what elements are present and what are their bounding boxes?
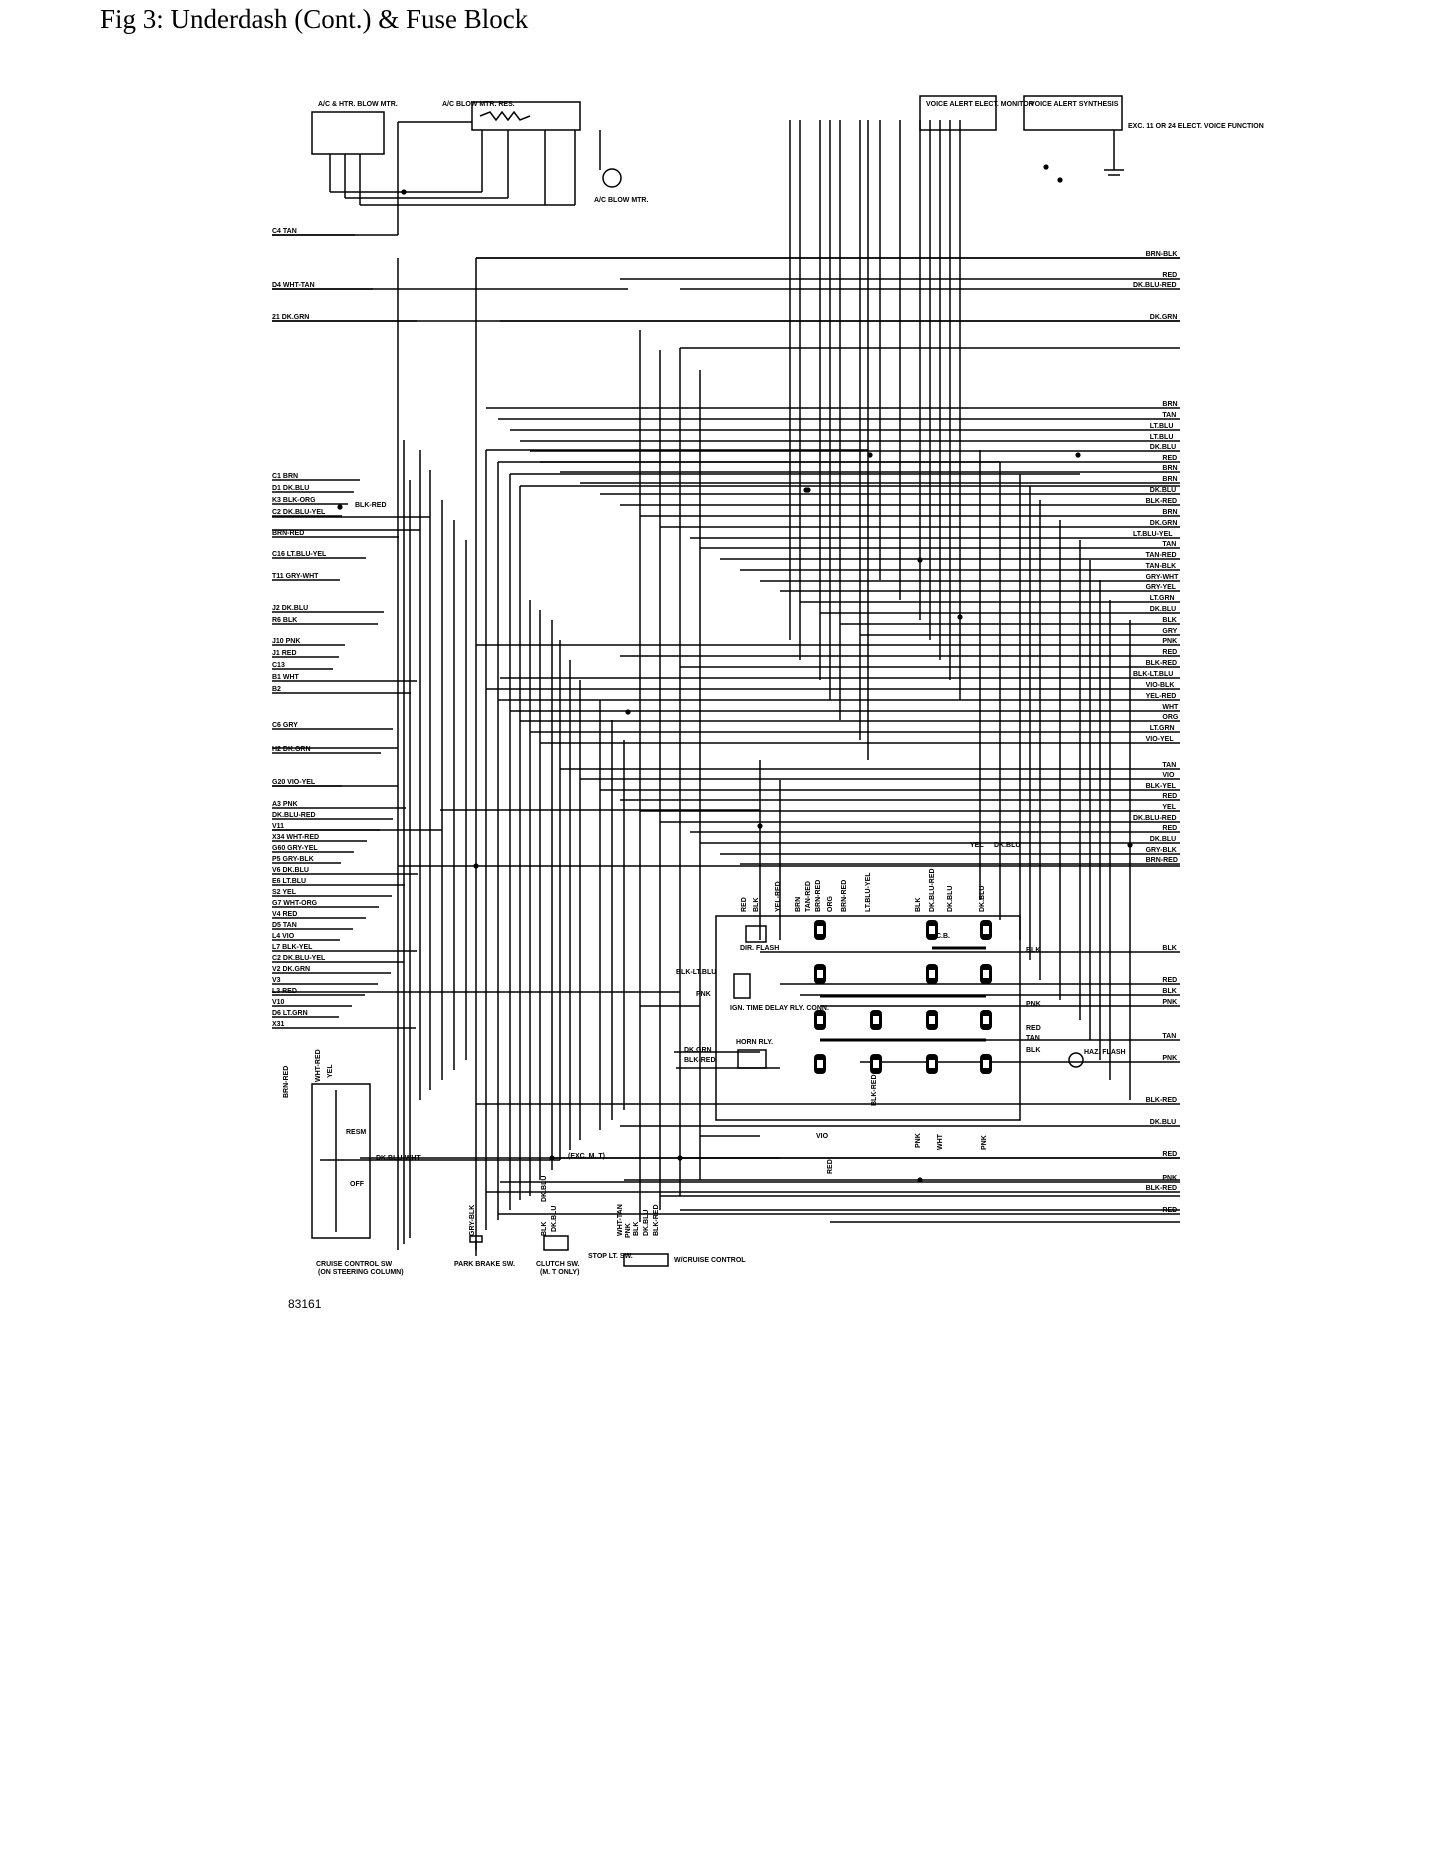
bottom-wire-label: BLK xyxy=(633,1221,640,1236)
right-label: RED xyxy=(1162,649,1178,656)
right-label: BRN-BLK xyxy=(1145,251,1178,258)
fb-label-tan: TAN xyxy=(1026,1035,1040,1042)
park-brake-sw-label: PARK BRAKE SW. xyxy=(454,1261,515,1268)
inline-yel: YEL xyxy=(970,842,984,849)
bottom-wire-label: DK.BLU xyxy=(643,1209,650,1236)
right-label: DK.BLU-RED xyxy=(1133,282,1177,289)
left-label: J10 PNK xyxy=(272,638,301,645)
right-label: DK.GRN xyxy=(1149,314,1178,321)
right-label: BLK xyxy=(1162,617,1177,624)
left-label: L4 VIO xyxy=(272,933,295,940)
bottom-wire-label: GRY-BLK xyxy=(469,1204,476,1236)
right-label: PNK xyxy=(1162,999,1178,1006)
right-label: BLK-RED xyxy=(1145,1097,1178,1104)
right-label: TAN-BLK xyxy=(1145,563,1177,570)
fuse-top-wire-label: BRN-RED xyxy=(815,879,822,912)
left-label: 21 DK.GRN xyxy=(272,314,310,321)
left-label: G7 WHT-ORG xyxy=(272,900,318,907)
right-label: DK.BLU xyxy=(1149,606,1177,613)
fuse-bottom-wire-label: PNK xyxy=(981,1135,988,1150)
fuse-bottom-wire-label: BLK-RED xyxy=(871,1074,878,1106)
right-label: BRN xyxy=(1162,476,1178,483)
right-label: PNK xyxy=(1162,638,1178,645)
left-label: D6 LT.GRN xyxy=(272,1010,308,1017)
left-label: P5 GRY-BLK xyxy=(272,856,314,863)
bottom-wire-label: BLK xyxy=(541,1221,548,1236)
clutch-sw-sub: (M. T ONLY) xyxy=(540,1269,580,1276)
voice-alert-monitor-label: VOICE ALERT ELECT. MONITOR xyxy=(926,101,1034,108)
inline-pnk: PNK xyxy=(696,991,711,998)
right-label: BLK-LT.BLU xyxy=(1133,671,1174,678)
right-label: TAN xyxy=(1162,412,1177,419)
right-label: RED xyxy=(1162,977,1178,984)
right-label: DK.GRN xyxy=(1149,520,1178,527)
fuse-top-wire-label: BRN xyxy=(795,896,802,912)
bottom-wire-label: PNK xyxy=(625,1223,632,1238)
right-label: LT.BLU xyxy=(1149,423,1174,430)
left-label: V10 xyxy=(272,999,285,1006)
inline-brn-red-v: BRN-RED xyxy=(283,1065,290,1098)
clutch-switch xyxy=(544,1236,568,1250)
inline-blk-lt-blu: BLK-LT.BLU xyxy=(676,969,717,976)
dir-flash-label: DIR. FLASH xyxy=(740,945,780,952)
left-label: D4 WHT-TAN xyxy=(272,282,315,289)
left-label: L3 RED xyxy=(272,988,297,995)
fuse-top-wire-label: YEL-RED xyxy=(775,881,782,912)
left-label: H2 DK.GRN xyxy=(272,746,311,753)
blower-motor-area xyxy=(272,102,621,235)
right-label: BLK-RED xyxy=(1145,498,1178,505)
cruise-control-switch xyxy=(312,1084,370,1238)
right-label: DK.BLU-RED xyxy=(1133,815,1177,822)
left-label: T11 GRY-WHT xyxy=(272,573,319,580)
clutch-sw-label: CLUTCH SW. xyxy=(536,1261,580,1268)
figure-number: 83161 xyxy=(288,1297,322,1311)
off-label: OFF xyxy=(350,1181,364,1188)
left-label: C2 DK.BLU-YEL xyxy=(272,509,326,516)
fuse-top-wire-label: TAN-RED xyxy=(805,881,812,912)
fuse-bottom-wire-label: PNK xyxy=(915,1133,922,1148)
fuse-cells xyxy=(814,920,992,1074)
right-label: DK.BLU xyxy=(1149,487,1177,494)
ac-htr-blow-mtr-label: A/C & HTR. BLOW MTR. xyxy=(318,101,398,108)
dir-flash-relay xyxy=(746,926,766,942)
fuse-bottom-wire-label: RED xyxy=(827,1159,834,1174)
fuse-top-wire-label: RED xyxy=(741,897,748,912)
ac-blow-mtr-label: A/C BLOW MTR. xyxy=(594,197,649,204)
right-label: DK.BLU xyxy=(1149,836,1177,843)
bottom-wire-label: WHT-TAN xyxy=(617,1204,624,1236)
fuse-top-wire-label: DK.BLU-RED xyxy=(929,868,936,912)
bottom-wire-label: BLK-RED xyxy=(653,1204,660,1236)
right-label: BLK-YEL xyxy=(1145,783,1176,790)
right-label: LT.BLU-YEL xyxy=(1133,531,1173,538)
right-label: VIO xyxy=(1162,772,1175,779)
ign-time-delay-label: IGN. TIME DELAY RLY. CONN. xyxy=(730,1005,829,1012)
exc-note-label: EXC. 11 OR 24 ELECT. VOICE FUNCTION xyxy=(1128,123,1264,130)
right-label: RED xyxy=(1162,455,1178,462)
bottom-wire-label: DK.BLU xyxy=(551,1205,558,1232)
left-label: J1 RED xyxy=(272,650,297,657)
right-label: TAN xyxy=(1162,762,1177,769)
right-label: PNK xyxy=(1162,1055,1178,1062)
right-label: RED xyxy=(1162,1151,1178,1158)
left-label: G20 VIO-YEL xyxy=(272,779,316,786)
inline-dk-blu: DK.BLU xyxy=(994,842,1021,849)
cb-label: C.B. xyxy=(936,933,950,940)
left-label: V4 RED xyxy=(272,911,298,918)
right-label: WHT xyxy=(1162,704,1179,711)
right-label: GRY xyxy=(1162,628,1178,635)
left-label: C13 xyxy=(272,662,285,669)
left-label: V11 xyxy=(272,823,285,830)
left-label: D5 TAN xyxy=(272,922,297,929)
inline-exc-mt: (EXC. M. T) xyxy=(568,1153,605,1160)
left-label: S2 YEL xyxy=(272,889,296,896)
inline-wht-red-v: WHT-RED xyxy=(315,1049,322,1082)
right-label: YEL xyxy=(1162,804,1177,811)
right-label: YEL-RED xyxy=(1145,693,1177,700)
cruise-control-sw-sub: (ON STEERING COLUMN) xyxy=(318,1269,404,1276)
voice-alert-synthesis-label: VOICE ALERT SYNTHESIS xyxy=(1030,101,1119,108)
right-label: LT.GRN xyxy=(1149,725,1175,732)
fuse-top-wire-label: LT.BLU-YEL xyxy=(865,872,872,912)
inline-yel-v: YEL xyxy=(327,1064,334,1078)
right-label: LT.GRN xyxy=(1149,595,1175,602)
left-wire-labels xyxy=(272,228,327,1028)
left-label: V2 DK.GRN xyxy=(272,966,311,973)
right-label: VIO-BLK xyxy=(1145,682,1175,689)
right-label: LT.BLU xyxy=(1149,434,1174,441)
left-label: R6 BLK xyxy=(272,617,298,624)
inline-dk-grn: DK.GRN xyxy=(684,1047,712,1054)
left-label: G60 GRY-YEL xyxy=(272,845,318,852)
right-label: BRN-RED xyxy=(1145,857,1178,864)
right-label: BLK-RED xyxy=(1145,1185,1178,1192)
left-label: C1 BRN xyxy=(272,473,299,480)
fuse-bottom-wire-label: WHT xyxy=(937,1134,944,1150)
right-label: BLK xyxy=(1162,988,1177,995)
right-label: TAN xyxy=(1162,1033,1177,1040)
fuse-top-wire-label: DK.BLU xyxy=(979,885,986,912)
inline-blk-red-2: BLK-RED xyxy=(684,1057,716,1064)
left-label: V3 xyxy=(272,977,281,984)
bottom-wire-label: DK.BLU xyxy=(541,1175,548,1202)
right-label: GRY-WHT xyxy=(1145,574,1179,581)
cruise-control-sw-label: CRUISE CONTROL SW xyxy=(316,1261,393,1268)
right-label: ORG xyxy=(1162,714,1179,721)
right-label: RED xyxy=(1162,1207,1178,1214)
right-label: VIO-YEL xyxy=(1145,736,1174,743)
right-label: GRY-BLK xyxy=(1145,847,1177,854)
ac-blow-mtr-res-label: A/C BLOW MTR. RES. xyxy=(442,101,515,108)
left-label: L7 BLK-YEL xyxy=(272,944,313,951)
inline-vio: VIO xyxy=(816,1133,829,1140)
right-label: RED xyxy=(1162,825,1178,832)
right-label: BRN xyxy=(1162,401,1178,408)
fb-label-red: RED xyxy=(1026,1025,1041,1032)
fuse-block-top-wire-labels xyxy=(741,868,986,912)
right-label: BRN xyxy=(1162,465,1178,472)
left-label: DK.BLU-RED xyxy=(272,812,316,819)
right-label: RED xyxy=(1162,272,1178,279)
left-label: K3 BLK-ORG xyxy=(272,497,316,504)
right-label: GRY-YEL xyxy=(1145,584,1177,591)
inline-blk-red: BLK-RED xyxy=(355,502,387,509)
right-label: DK.BLU xyxy=(1149,444,1177,451)
left-label: C4 TAN xyxy=(272,228,297,235)
right-label: TAN xyxy=(1162,541,1177,548)
horn-rly-label: HORN RLY. xyxy=(736,1039,774,1046)
right-label: BLK xyxy=(1162,945,1177,952)
left-label: C2 DK.BLU-YEL xyxy=(272,955,326,962)
fuse-block-bottom-wire-labels xyxy=(827,1075,988,1175)
horizontal-wires xyxy=(272,235,1180,1222)
page-title: Fig 3: Underdash (Cont.) & Fuse Block xyxy=(100,4,529,34)
fuse-top-wire-label: DK.BLU xyxy=(947,885,954,912)
stop-lt-sw-label: STOP LT. SW. xyxy=(588,1253,633,1260)
left-label: C16 LT.BLU-YEL xyxy=(272,551,327,558)
right-label: BRN xyxy=(1162,509,1178,516)
left-label: E6 LT.BLU xyxy=(272,878,307,885)
right-label: PNK xyxy=(1162,1175,1178,1182)
left-label: B1 WHT xyxy=(272,674,299,681)
right-label: DK.BLU xyxy=(1149,1119,1177,1126)
fuse-top-wire-label: ORG xyxy=(827,896,834,912)
fb-label-blk-2: BLK xyxy=(1026,1047,1041,1054)
left-label: C6 GRY xyxy=(272,722,298,729)
haz-flash-label: HAZ. FLASH xyxy=(1084,1049,1126,1056)
ign-time-delay-relay xyxy=(734,974,750,998)
right-label: BLK-RED xyxy=(1145,660,1178,667)
right-label: RED xyxy=(1162,793,1178,800)
left-label: BRN-RED xyxy=(272,530,305,537)
fb-label-pnk: PNK xyxy=(1026,1001,1041,1008)
resm-label: RESM xyxy=(346,1129,367,1136)
left-label: B2 xyxy=(272,686,281,693)
left-label: J2 DK.BLU xyxy=(272,605,309,612)
w-cruise-control-label: W/CRUISE CONTROL xyxy=(674,1257,746,1264)
fb-label-blk: BLK xyxy=(1026,947,1041,954)
fuse-top-wire-label: BRN-RED xyxy=(841,879,848,912)
haz-flash-unit xyxy=(1069,1053,1083,1067)
left-label: A3 PNK xyxy=(272,801,298,808)
left-label: X31 xyxy=(272,1021,285,1028)
left-label: D1 DK.BLU xyxy=(272,485,310,492)
fuse-top-wire-label: BLK xyxy=(753,897,760,912)
right-label: TAN-RED xyxy=(1145,552,1177,559)
junction-dots xyxy=(337,164,1132,1182)
fuse-top-wire-label: BLK xyxy=(915,897,922,912)
left-label: V6 DK.BLU xyxy=(272,867,309,874)
inline-dk-blu-wht: DK.BLU-WHT xyxy=(376,1155,421,1162)
left-label: X34 WHT-RED xyxy=(272,834,320,841)
